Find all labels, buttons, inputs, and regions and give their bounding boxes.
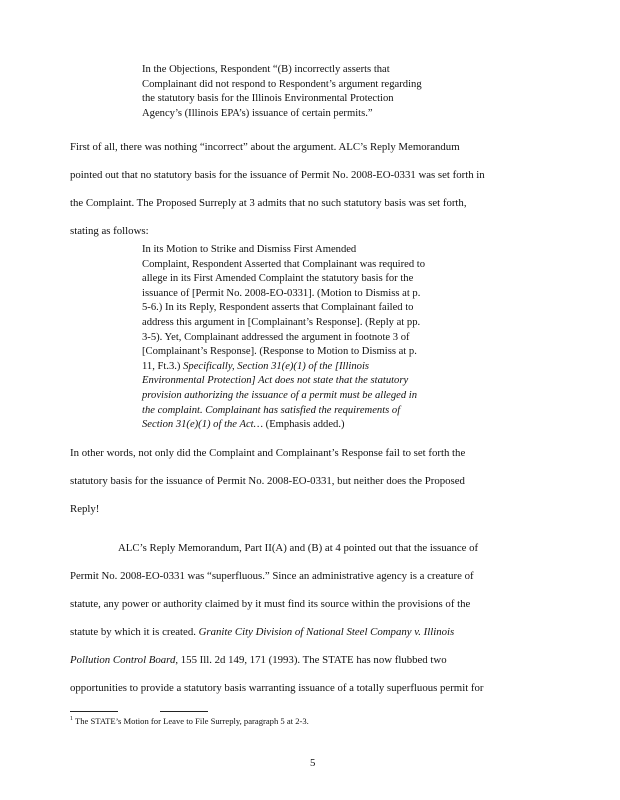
paragraph-in-other-words: [70, 446, 560, 530]
blockquote-text: 11, Ft.3.): [142, 360, 184, 372]
blockquote-italic-line: the complaint. Complainant has satisfied the requirements of: [142, 404, 401, 416]
blockquote-line: allege in its First Amended Complaint the statutory basis for the: [142, 273, 414, 285]
emphasis-note: (Emphasis added.): [263, 419, 345, 431]
blockquote-italic-line: Environmental Protection] Act does not state that the statutory: [142, 375, 409, 387]
blockquote-line-final: [142, 418, 492, 433]
body-line-citation: [70, 653, 560, 681]
blockquote-line: Agency’s (Illinois EPA’s) issuance of certain permits.”: [142, 107, 373, 119]
body-line: pointed out that no statutory basis for the issuance of Permit No. 2008-EO-0331 was set forth in: [70, 169, 485, 181]
blockquote-italic-text: Specifically, Section 31(e)(1) of the [Illinois: [183, 360, 370, 372]
blockquote-line: Complaint, Respondent Asserted that Complainant was required to: [142, 258, 426, 270]
blockquote-italic-text: Section 31(e)(1) of the Act…: [142, 419, 264, 431]
page-number: 5: [310, 757, 316, 769]
blockquote-line: 3-5). Yet, Complainant addressed the argument in footnote 3 of: [142, 331, 410, 343]
footnote: [70, 716, 309, 726]
body-line: Reply!: [70, 503, 100, 515]
body-line: statutory basis for the issuance of Permit No. 2008-EO-0331, but neither does the Proposed: [70, 475, 465, 487]
case-name: Granite City Division of National Steel Company v. Illinois: [198, 626, 455, 638]
blockquote-line: issuance of [Permit No. 2008-EO-0331]. (Motion to Dismiss at p.: [142, 287, 421, 299]
blockquote-italic-line: provision authorizing the issuance of a permit must be alleged in: [142, 389, 418, 401]
body-text: , 155 Ill. 2d 149, 171 (1993). The STATE has now flubbed two: [175, 654, 447, 666]
blockquote-line: 5-6.) In its Reply, Respondent asserts that Complainant failed to: [142, 302, 414, 314]
blockquote-line: address this argument in [Complainant’s Response]. (Reply at pp.: [142, 316, 421, 328]
body-line: opportunities to provide a statutory basis warranting issuance of a totally superfluous permit for: [70, 682, 484, 694]
blockquote-line: In its Motion to Strike and Dismiss First Amended: [142, 244, 357, 255]
footnote-separator: [70, 711, 118, 712]
body-line: First of all, there was nothing “incorrect” about the argument. ALC’s Reply Memorandum: [70, 141, 460, 153]
body-line: Permit No. 2008-EO-0331 was “superfluous.” Since an administrative agency is a creature of: [70, 570, 474, 582]
footnote-separator: [160, 711, 208, 712]
body-line: statute, any power or authority claimed by it must find its source within the provisions of the: [70, 598, 471, 610]
blockquote-line: Complainant did not respond to Respondent’s argument regarding: [142, 78, 422, 90]
blockquote-surreply: [142, 243, 492, 433]
body-text: statute by which it is created.: [70, 626, 199, 638]
body-line: the Complaint. The Proposed Surreply at 3 admits that no such statutory basis was set forth,: [70, 197, 467, 209]
paragraph-reply-memorandum: [70, 541, 560, 709]
paragraph-first-of-all: [70, 140, 560, 252]
body-line: ALC’s Reply Memorandum, Part II(A) and (B) at 4 pointed out that the issuance of: [118, 542, 479, 554]
blockquote-line: [Complainant’s Response]. (Response to Motion to Dismiss at p.: [142, 346, 417, 358]
footnote-marker: 1: [70, 716, 73, 723]
footnote-text: The STATE’s Motion for Leave to File Surreply, paragraph 5 at 2-3.: [73, 716, 309, 726]
body-line: In other words, not only did the Complaint and Complainant’s Response fail to set forth the: [70, 447, 466, 459]
blockquote-objections: [142, 63, 472, 121]
blockquote-line: the statutory basis for the Illinois Environmental Protection: [142, 93, 394, 105]
body-line: stating as follows:: [70, 225, 149, 237]
case-name: Pollution Control Board: [70, 654, 176, 666]
blockquote-line-mixed: [142, 360, 492, 375]
body-line-citation: [70, 625, 560, 653]
blockquote-line: In the Objections, Respondent “(B) incorrectly asserts that: [142, 64, 390, 75]
